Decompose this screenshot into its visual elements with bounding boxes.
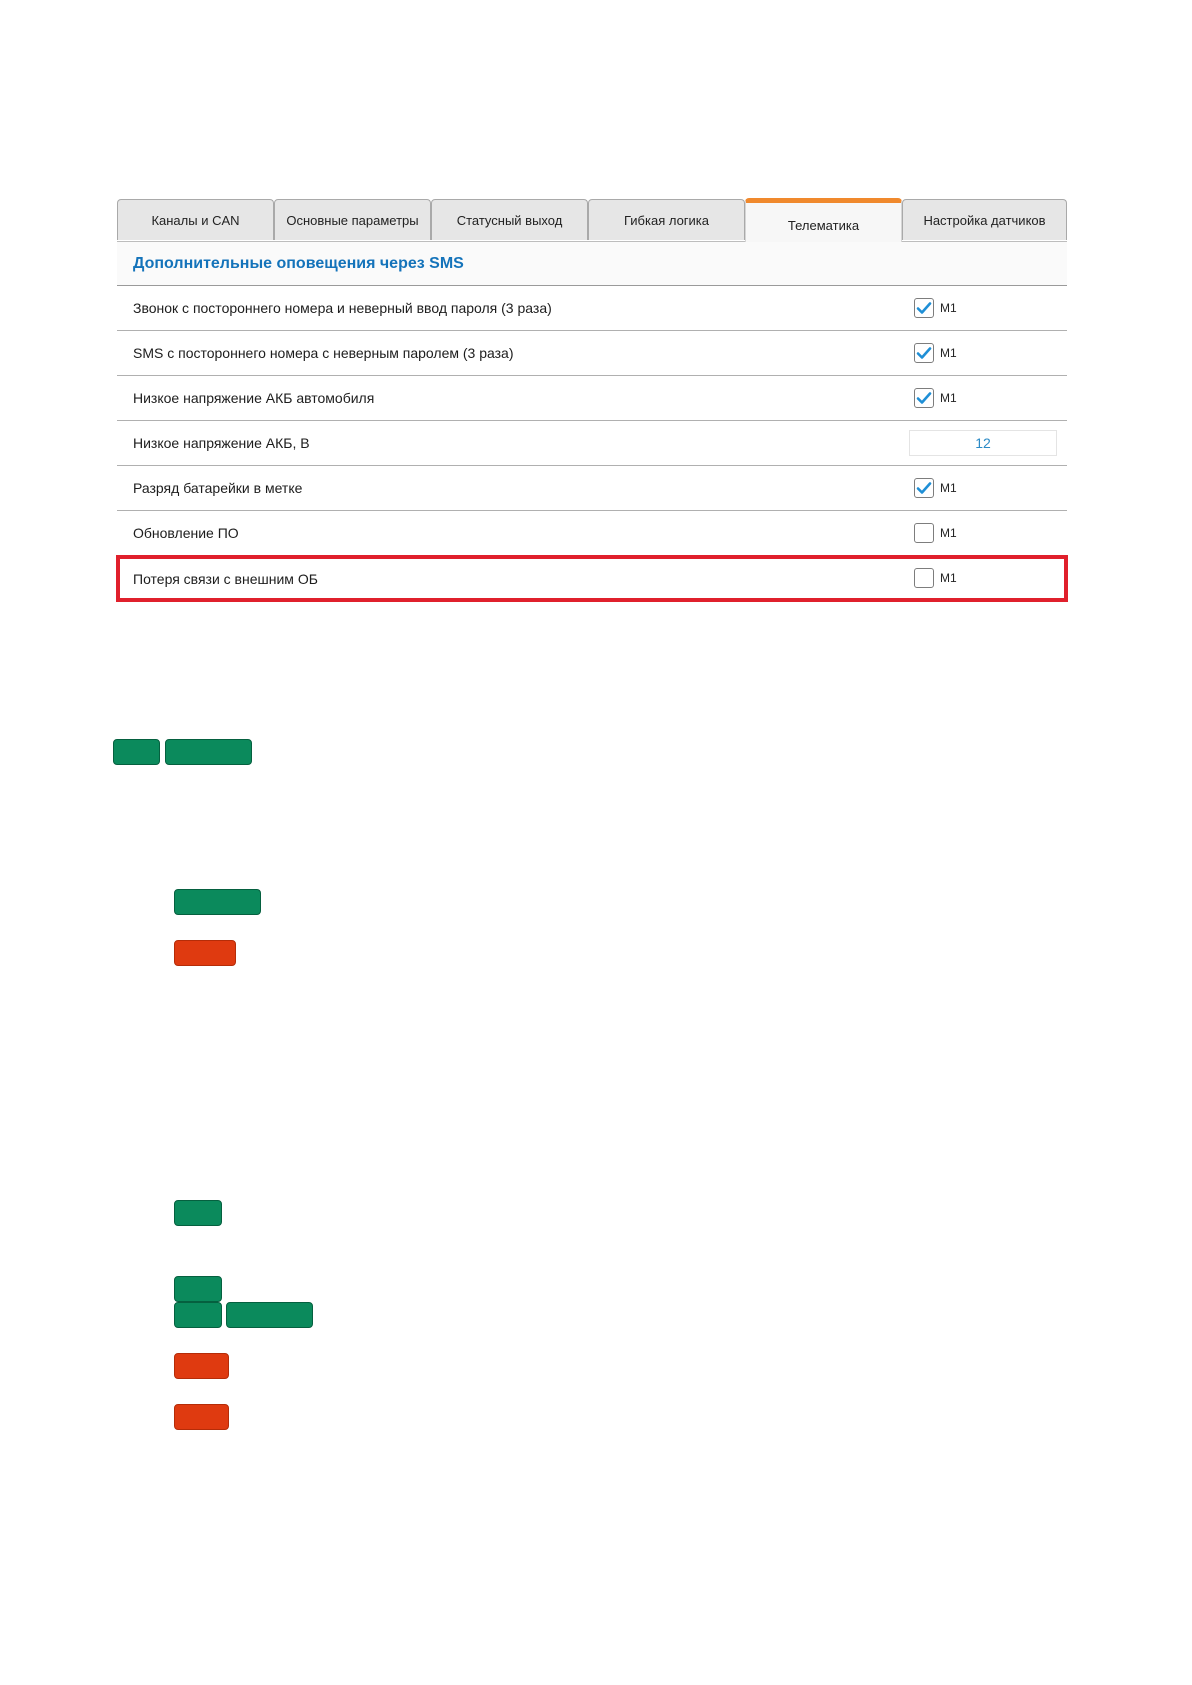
m1-checkbox[interactable] bbox=[914, 568, 957, 588]
green-tag-block bbox=[165, 739, 252, 765]
section-title: Дополнительные оповещения через SMS bbox=[117, 242, 1067, 286]
checkbox-label: М1 bbox=[940, 391, 957, 405]
tab-status-output[interactable]: Статусный выход bbox=[431, 199, 588, 240]
telematics-content bbox=[117, 242, 1067, 601]
m1-checkbox[interactable] bbox=[914, 478, 957, 498]
tab-channels-can[interactable]: Каналы и CAN bbox=[117, 199, 274, 240]
green-tag-block bbox=[174, 1302, 222, 1328]
red-tag-block bbox=[174, 1353, 229, 1379]
setting-row bbox=[117, 466, 1067, 511]
m1-checkbox[interactable] bbox=[914, 523, 957, 543]
checkbox-box[interactable] bbox=[914, 388, 934, 408]
checkbox-label: М1 bbox=[940, 346, 957, 360]
m1-checkbox[interactable] bbox=[914, 388, 957, 408]
check-icon bbox=[916, 481, 932, 495]
settings-panel bbox=[117, 198, 1067, 601]
tab-flexible-logic[interactable]: Гибкая логика bbox=[588, 199, 745, 240]
tab-main-params[interactable]: Основные параметры bbox=[274, 199, 431, 240]
voltage-threshold-input[interactable] bbox=[909, 430, 1057, 456]
setting-label: Разряд батарейки в метке bbox=[133, 480, 303, 496]
setting-label: Обновление ПО bbox=[133, 525, 239, 541]
setting-label: Низкое напряжение АКБ, В bbox=[133, 435, 310, 451]
setting-row bbox=[117, 511, 1067, 556]
setting-row bbox=[117, 376, 1067, 421]
tab-telematics[interactable]: Телематика bbox=[745, 198, 902, 242]
check-icon bbox=[916, 391, 932, 405]
setting-label: Низкое напряжение АКБ автомобиля bbox=[133, 390, 375, 406]
checkbox-label: М1 bbox=[940, 301, 957, 315]
setting-label: Потеря связи с внешним ОБ bbox=[133, 570, 318, 587]
checkbox-box[interactable] bbox=[914, 343, 934, 363]
tab-bar bbox=[117, 198, 1067, 242]
setting-row bbox=[117, 286, 1067, 331]
green-tag-block bbox=[174, 1276, 222, 1302]
m1-checkbox[interactable] bbox=[914, 343, 957, 363]
setting-label: SMS с постороннего номера с неверным паролем (3 раза) bbox=[133, 345, 514, 361]
setting-row bbox=[117, 421, 1067, 466]
setting-row-highlighted bbox=[117, 556, 1067, 601]
check-icon bbox=[916, 301, 932, 315]
setting-row bbox=[117, 331, 1067, 376]
checkbox-box[interactable] bbox=[914, 478, 934, 498]
green-tag-block bbox=[174, 889, 261, 915]
green-tag-block bbox=[174, 1200, 222, 1226]
setting-label: Звонок с постороннего номера и неверный ввод пароля (3 раза) bbox=[133, 300, 552, 316]
check-icon bbox=[916, 346, 932, 360]
red-tag-block bbox=[174, 1404, 229, 1430]
checkbox-box[interactable] bbox=[914, 523, 934, 543]
m1-checkbox[interactable] bbox=[914, 298, 957, 318]
checkbox-label: М1 bbox=[940, 571, 957, 585]
checkbox-label: М1 bbox=[940, 526, 957, 540]
checkbox-box[interactable] bbox=[914, 568, 934, 588]
red-tag-block bbox=[174, 940, 236, 966]
checkbox-label: М1 bbox=[940, 481, 957, 495]
green-tag-block bbox=[226, 1302, 313, 1328]
tab-sensor-settings[interactable]: Настройка датчиков bbox=[902, 199, 1067, 240]
green-tag-block bbox=[113, 739, 160, 765]
checkbox-box[interactable] bbox=[914, 298, 934, 318]
